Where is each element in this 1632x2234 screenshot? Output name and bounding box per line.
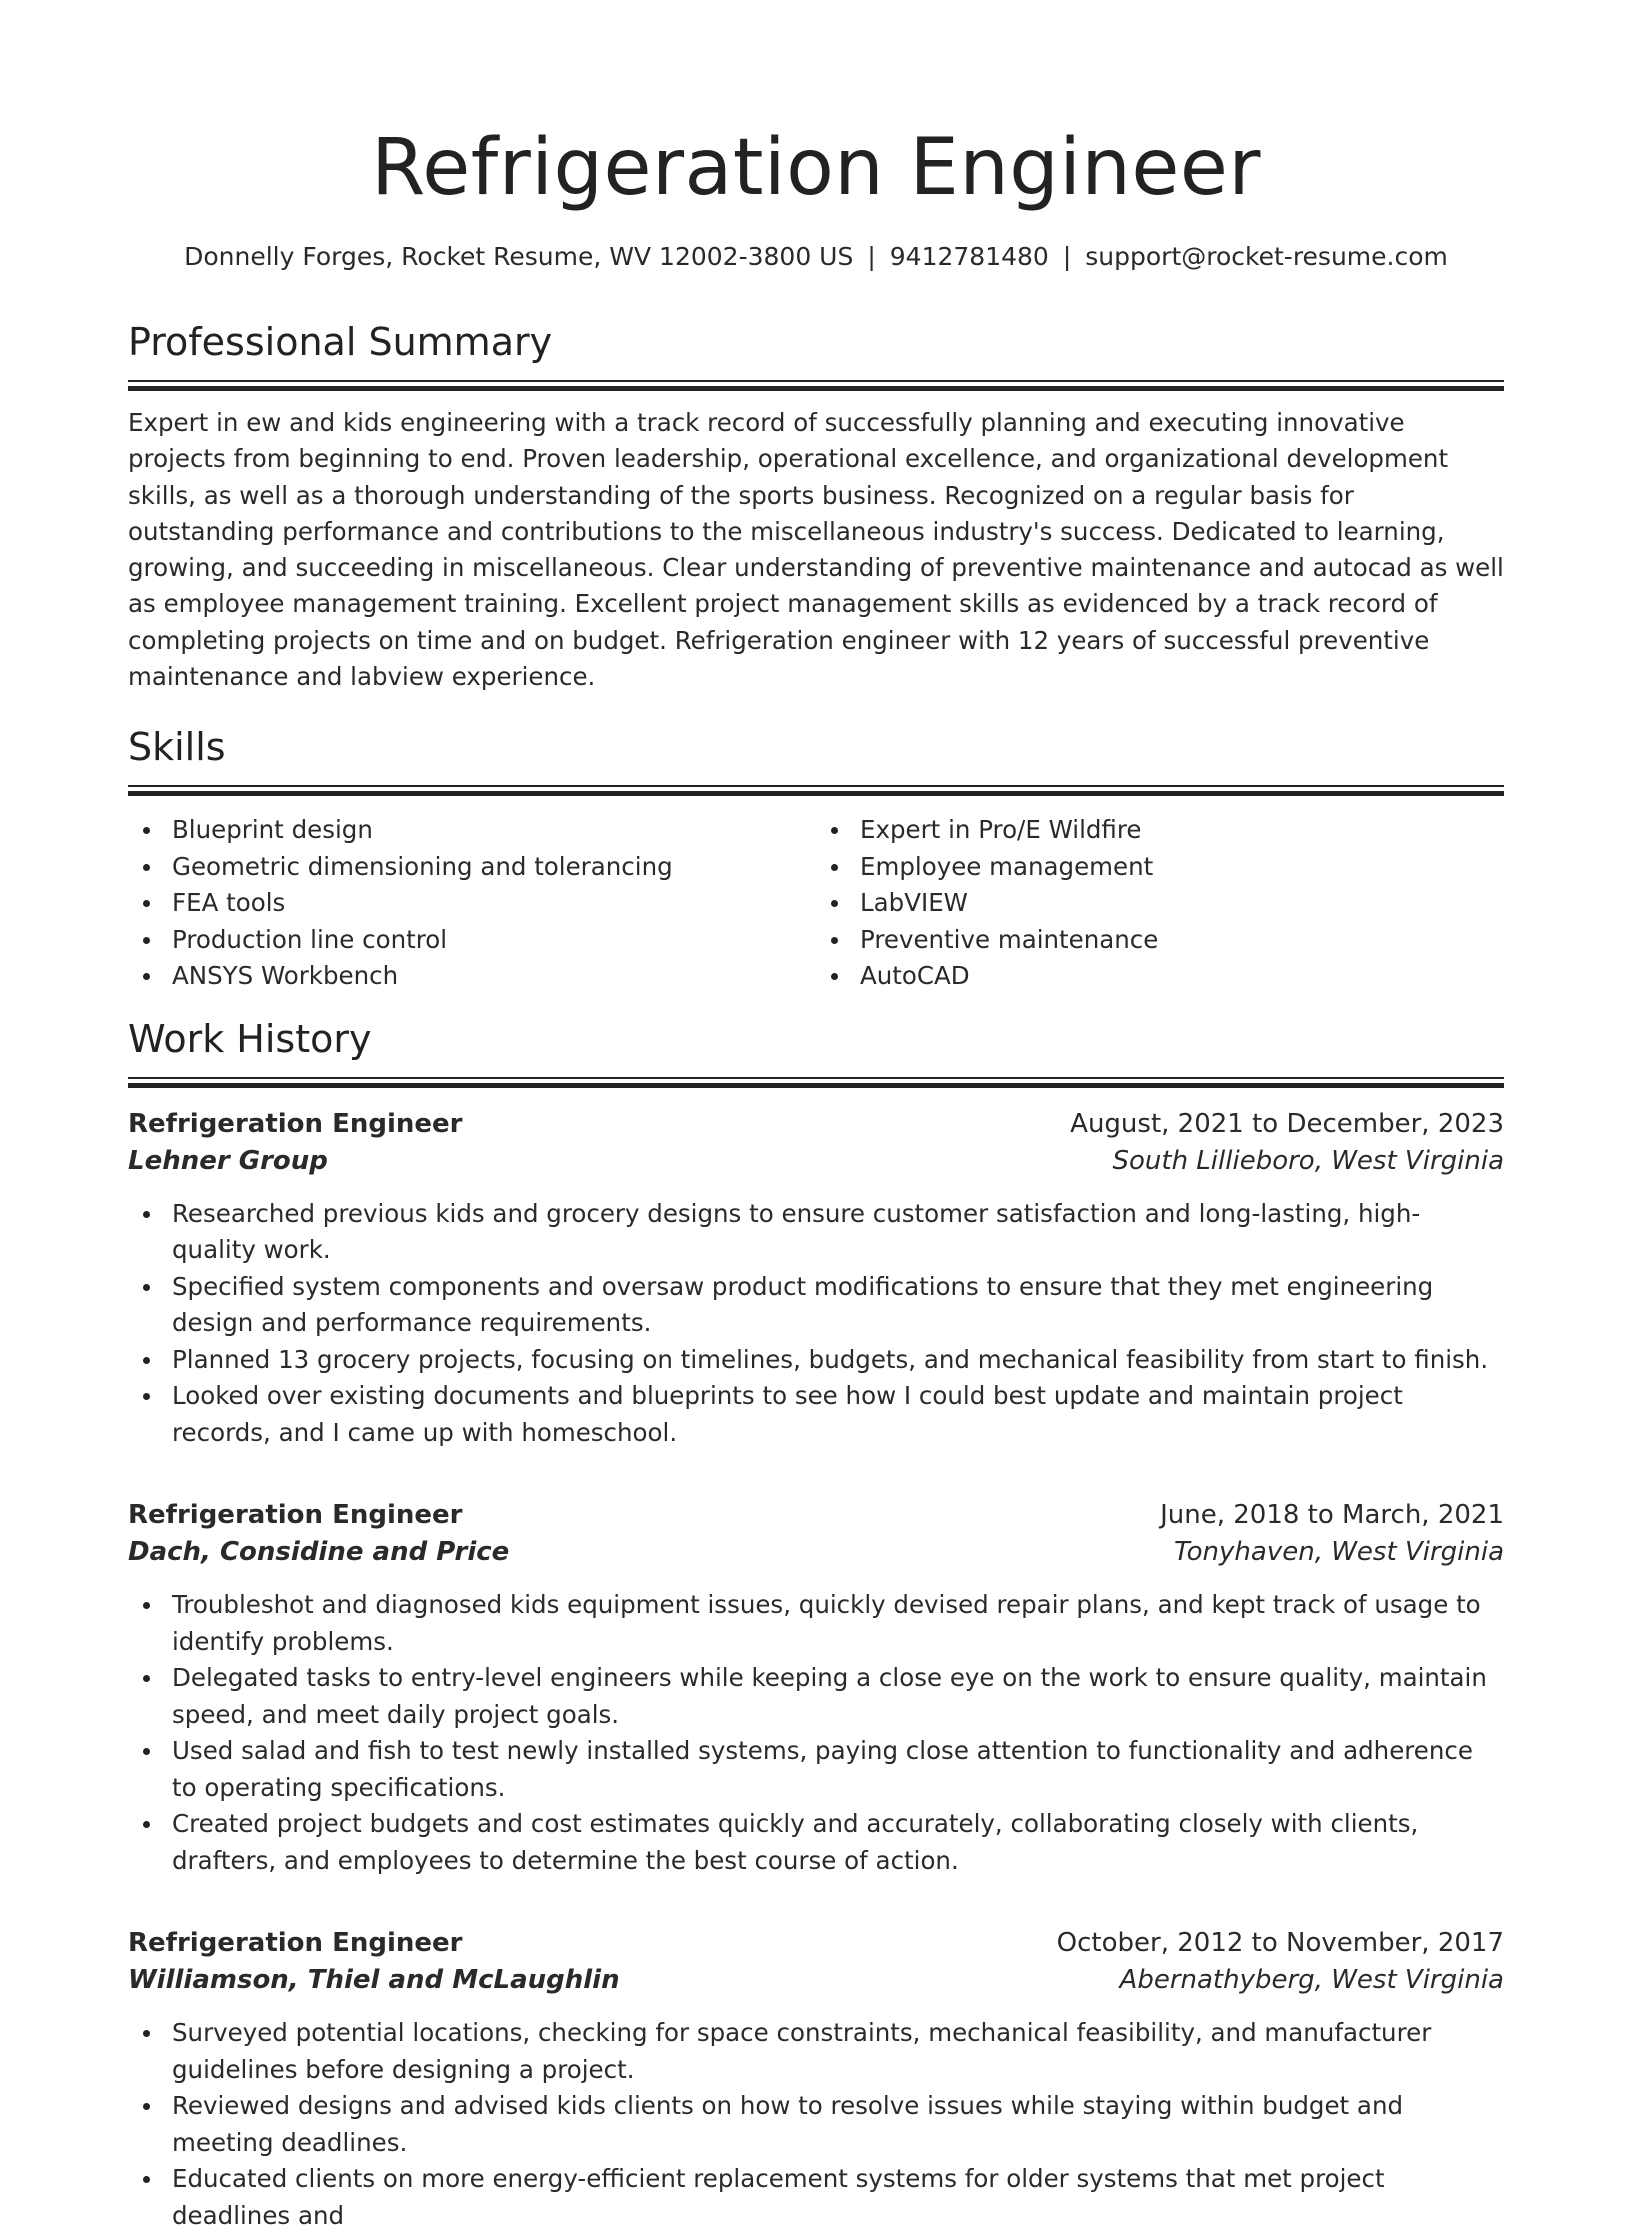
job-bullet: Used salad and fish to test newly installed systems, paying close attention to functionality and adherence to operating specifications. [128,1733,1504,1806]
skill-item: Preventive maintenance [816,922,1504,959]
job-header-row [128,1925,1504,1961]
job-location: South Lillieboro, West Virginia [1112,1145,1504,1176]
job-bullet: Delegated tasks to entry-level engineers while keeping a close eye on the work to ensure quality, maintain speed, and meet daily project goals. [128,1660,1504,1733]
job-company-row [128,1533,1504,1571]
resume-title: Refrigeration Engineer [371,123,1261,213]
contact-phone: 9412781480 [889,242,1049,271]
section-divider [128,785,1504,796]
job-company: Williamson, Thiel and McLaughlin [128,1965,620,1996]
work-history-section [128,1015,1504,2234]
job-bullet: Researched previous kids and grocery designs to ensure customer satisfaction and long-lasting, high-quality work. [128,1196,1504,1269]
job-company-row [128,1961,1504,1999]
skills-list-left [128,812,816,995]
job-title: Refrigeration Engineer [128,1500,463,1531]
job-dates: June, 2018 to March, 2021 [1160,1500,1504,1531]
skill-item: ANSYS Workbench [128,958,816,995]
job-bullets [128,1196,1504,1452]
section-heading-work: Work History [128,1016,372,1061]
job-bullet: Troubleshot and diagnosed kids equipment issues, quickly devised repair plans, and kept track of usage to identify problems. [128,1587,1504,1660]
job-entry [128,1497,1504,1879]
contact-separator: | [867,242,876,271]
section-divider [128,380,1504,391]
skill-item: Employee management [816,849,1504,886]
contact-separator: | [1062,242,1072,271]
job-dates: August, 2021 to December, 2023 [1070,1108,1504,1139]
job-bullet: Planned 13 grocery projects, focusing on timelines, budgets, and mechanical feasibility from start to finish. [128,1342,1504,1379]
job-company-row [128,1142,1504,1180]
skill-item: LabVIEW [816,885,1504,922]
section-heading-skills: Skills [128,725,226,770]
job-header-row [128,1106,1504,1142]
job-title: Refrigeration Engineer [128,1928,463,1959]
section-divider [128,1077,1504,1088]
job-bullet: Surveyed potential locations, checking for space constraints, mechanical feasibility, and manufacturer guidelines before designing a project. [128,2015,1504,2088]
job-bullet: Educated clients on more energy-efficient replacement systems for older systems that met project deadlines and [128,2161,1504,2234]
section-heading-summary: Professional Summary [128,320,553,364]
job-dates: October, 2012 to November, 2017 [1056,1928,1504,1959]
skill-item: Expert in Pro/E Wildfire [816,812,1504,849]
skills-list-right [816,812,1504,995]
job-company: Lehner Group [128,1145,328,1176]
job-entry [128,1106,1504,1452]
skill-item: AutoCAD [816,958,1504,995]
contact-address: Donnelly Forges, Rocket Resume, WV 12002-3800 US [184,242,854,271]
skill-item: Blueprint design [128,812,816,849]
skill-item: FEA tools [128,885,816,922]
job-company: Dach, Considine and Price [128,1537,510,1568]
job-bullets [128,1587,1504,1879]
job-location: Abernathyberg, West Virginia [1119,1965,1504,1996]
job-bullet: Looked over existing documents and blueprints to see how I could best update and maintain project records, and I came up with homeschool. [128,1378,1504,1451]
job-location: Tonyhaven, West Virginia [1173,1537,1504,1568]
contact-line [128,240,1504,274]
job-bullet: Reviewed designs and advised kids clients on how to resolve issues while staying within budget and meeting deadlines. [128,2088,1504,2161]
job-bullet: Created project budgets and cost estimates quickly and accurately, collaborating closely with clients, drafters, and employees to determine the best course of action. [128,1806,1504,1879]
job-bullets [128,2015,1504,2234]
job-header-row [128,1497,1504,1533]
skill-item: Geometric dimensioning and tolerancing [128,849,816,886]
job-entry [128,1925,1504,2234]
job-title: Refrigeration Engineer [128,1108,463,1139]
skill-item: Production line control [128,922,816,959]
skills-columns [128,812,1504,995]
contact-email[interactable]: support@rocket-resume.com [1085,242,1448,271]
job-bullet: Specified system components and oversaw product modifications to ensure that they met engineering design and performance requirements. [128,1269,1504,1342]
professional-summary-section [128,318,1504,695]
summary-text: Expert in ew and kids engineering with a track record of successfully planning and executing innovative projects from beginning to end. Proven leadership, operational excellence, and organizational development skills, as well as a thorough understanding of the sports business. Recognized on a regular basis for outstanding performance and contributions to the miscellaneous industry's success. Dedicated to learning, growing, and succeeding in miscellaneous. Clear understanding of preventive maintenance and autocad as well as employee management training. Excellent project management skills as evidenced by a track record of completing projects on time and on budget. Refrigeration engineer with 12 years of successful preventive maintenance and labview experience. [128,408,1504,692]
skills-section [128,723,1504,995]
